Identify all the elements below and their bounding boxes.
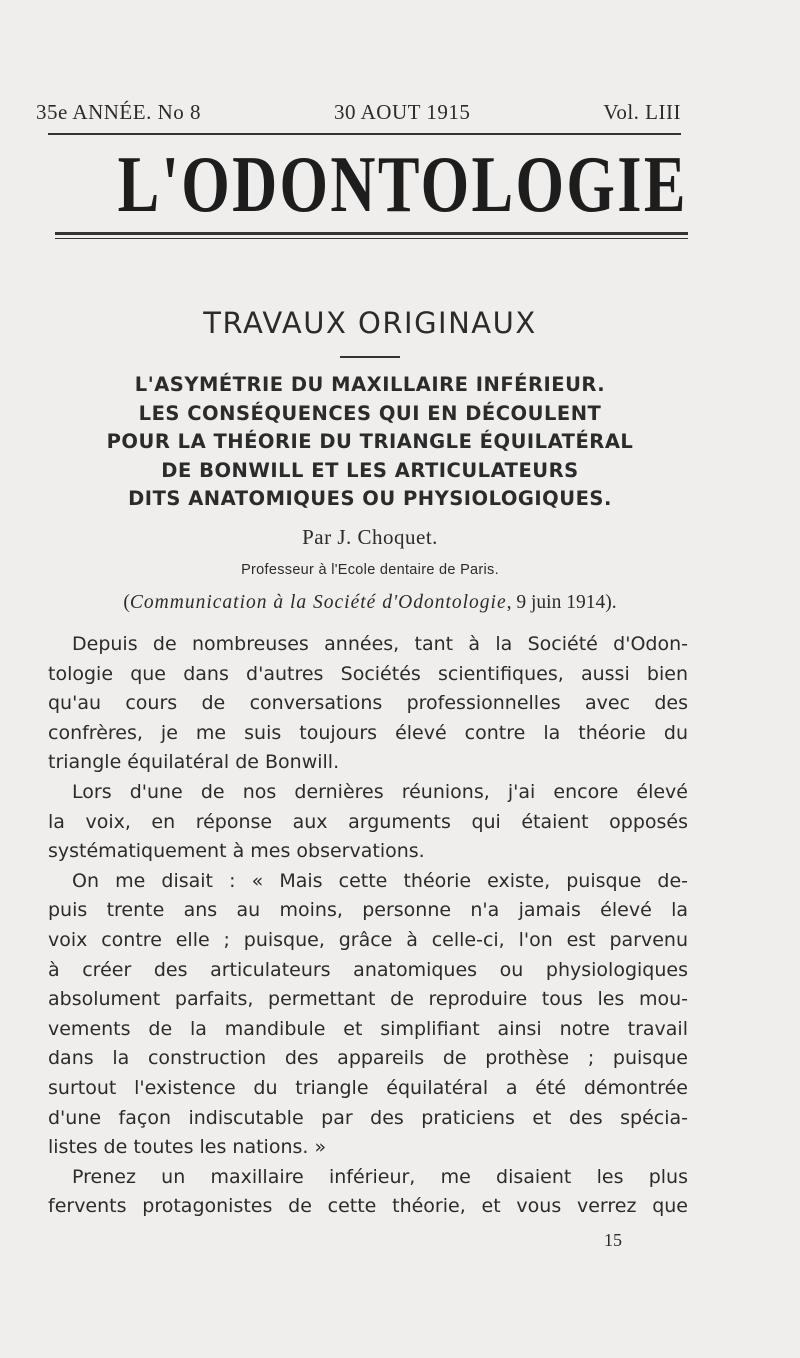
text-line: Lors d'une de nos dernières réunions, j'ai encore élevé <box>72 780 688 803</box>
text-line: vements de la mandibule et simplifiant ainsi notre travail <box>48 1017 688 1040</box>
communication-note: (Communication à la Société d'Odontologie, 9 juin 1914). <box>123 592 617 613</box>
page-number: 15 <box>604 1230 622 1250</box>
running-header <box>36 100 681 125</box>
communication-date: , 9 juin 1914). <box>506 592 617 613</box>
text-line: tologie que dans d'autres Sociétés scientifiques, aussi bien <box>48 662 688 685</box>
paragraph <box>48 630 688 778</box>
article-title <box>40 371 700 514</box>
text-line: systématiquement à mes observations. <box>48 840 425 863</box>
article-title-line: DITS ANATOMIQUES OU PHYSIOLOGIQUES. <box>128 487 612 510</box>
text-line: fervents protagonistes de cette théorie, et vous verrez que <box>48 1195 688 1218</box>
volume-number: Vol. LIII <box>603 100 681 124</box>
article-title-line: DE BONWILL ET LES ARTICULATEURS <box>161 458 579 482</box>
text-line: qu'au cours de conversations professionnelles avec des <box>48 692 688 715</box>
text-line: puis trente ans au moins, personne n'a jamais élevé la <box>48 899 688 922</box>
issue-date: 30 AOUT 1915 <box>334 100 471 124</box>
text-line: surtout l'existence du triangle équilatéral a été démontrée <box>48 1076 688 1099</box>
header-rule <box>48 133 681 135</box>
text-line: listes de toutes les nations. » <box>48 1136 327 1159</box>
paragraph <box>48 867 688 1163</box>
masthead-rule-thin <box>55 238 688 239</box>
author-byline: Par J. Choquet. <box>302 525 438 549</box>
text-line: confrères, je me suis toujours élevé contre la théorie du <box>48 721 688 744</box>
article-body <box>48 630 688 1222</box>
text-line: Depuis de nombreuses années, tant à la Société d'Odon- <box>72 633 688 655</box>
section-title: TRAVAUX ORIGINAUX <box>203 306 537 340</box>
section-divider <box>340 356 400 358</box>
text-line: voix contre elle ; puisque, grâce à celle-ci, l'on est parvenu <box>48 928 688 951</box>
text-line: On me disait : « Mais cette théorie existe, puisque de- <box>72 869 688 892</box>
masthead-rule-thick <box>55 232 688 235</box>
text-line: d'une façon indiscutable par des praticiens et des spécia- <box>48 1106 688 1129</box>
text-line: absolument parfaits, permettant de reproduire tous les mou- <box>48 988 688 1011</box>
text-line: dans la construction des appareils de prothèse ; puisque <box>48 1047 688 1070</box>
paragraph <box>48 778 688 867</box>
article-title-line: POUR LA THÉORIE DU TRIANGLE ÉQUILATÉRAL <box>106 430 634 453</box>
text-line: Prenez un maxillaire inférieur, me disaient les plus <box>72 1165 688 1188</box>
issue-number: 35e ANNÉE. No 8 <box>36 100 201 124</box>
text-line: la voix, en réponse aux arguments qui étaient opposés <box>48 810 688 833</box>
paragraph <box>48 1163 688 1222</box>
author-affiliation: Professeur à l'Ecole dentaire de Paris. <box>241 562 499 578</box>
text-line: triangle équilatéral de Bonwill. <box>48 751 340 774</box>
journal-title: L'ODONTOLOGIE <box>117 141 688 229</box>
article-title-line: L'ASYMÉTRIE DU MAXILLAIRE INFÉRIEUR. <box>134 373 606 396</box>
article-title-line: LES CONSÉQUENCES QUI EN DÉCOULENT <box>138 401 602 425</box>
communication-venue: Communication à la Société d'Odontologie <box>129 592 507 613</box>
text-line: à créer des articulateurs anatomiques ou physiologiques <box>48 958 688 981</box>
